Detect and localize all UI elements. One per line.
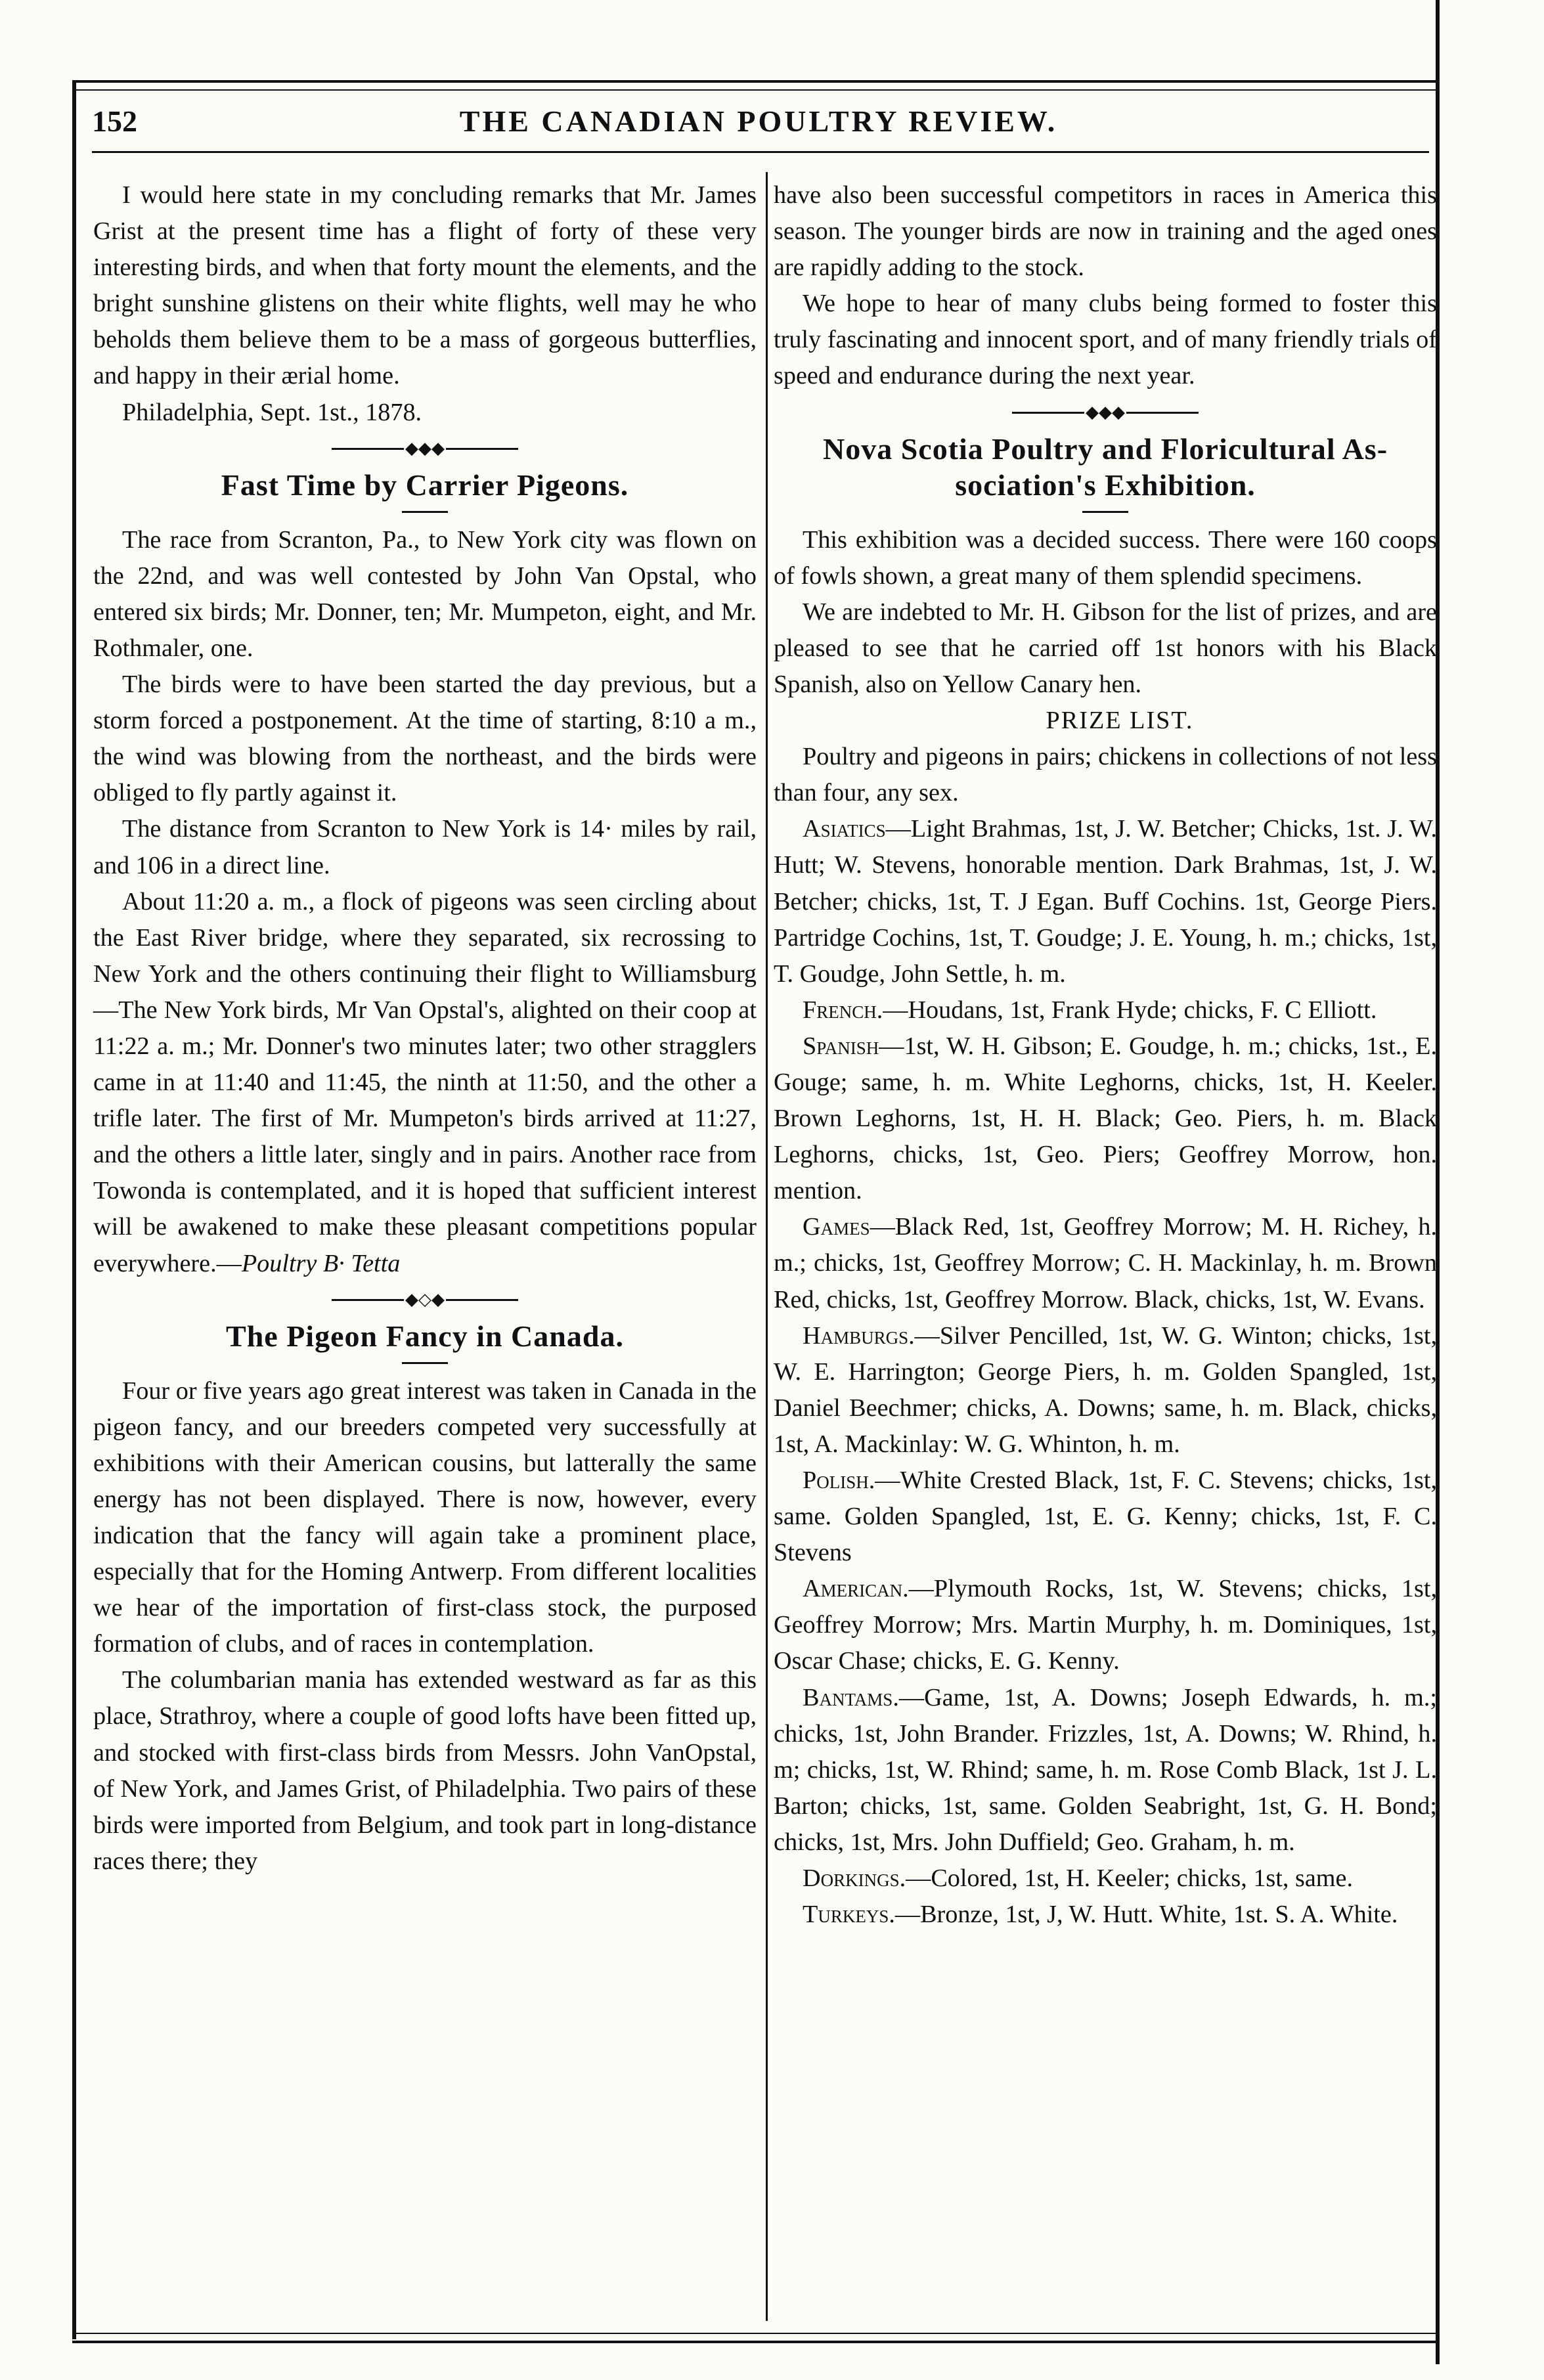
article-paragraph: This exhibition was a decided success. There were 160 coops of fowls shown, a great many of them splendid specimens. bbox=[774, 525, 1437, 590]
class-name: Polish bbox=[803, 1466, 869, 1494]
entry-text: —1st, W. H. Gibson; E. Goudge, h. m.; chicks, 1st., E. Gouge; same, h. m. White Leghorns, chicks, 1st, H. Keeler. Brown Leghorns, 1st, H. H. Black; Geo. Piers, h. m. Black Leghorns, chicks, 1st, Geo. Piers; Geoffrey Morrow, hon. mention. bbox=[774, 1032, 1437, 1205]
section-divider bbox=[93, 1282, 757, 1318]
source-credit: Poultry B· Tetta bbox=[241, 1249, 401, 1277]
bottom-border-rule bbox=[72, 2333, 1440, 2343]
section-title-carrier-pigeons: Fast Time by Carrier Pigeons. bbox=[221, 468, 629, 502]
class-name: Games bbox=[803, 1213, 870, 1241]
section-title-pigeon-fancy: The Pigeon Fancy in Canada. bbox=[226, 1319, 624, 1353]
entry-text: .—White Crested Black, 1st, F. C. Stevens; chicks, 1st, same. Golden Spangled, 1st, E. G. Kenny; chicks, 1st, F. C. Stevens bbox=[774, 1466, 1437, 1567]
entry-text: .—Bronze, 1st, J, W. Hutt. White, 1st. S. A. White. bbox=[889, 1901, 1398, 1929]
class-name: Turkeys bbox=[803, 1901, 889, 1929]
section-divider bbox=[93, 431, 757, 467]
title-rule bbox=[402, 1362, 448, 1364]
prize-entry bbox=[774, 1463, 1437, 1571]
prize-entry bbox=[774, 1209, 1437, 1317]
class-name: Hamburgs bbox=[803, 1321, 909, 1350]
left-column bbox=[93, 177, 757, 1880]
header-rule bbox=[92, 151, 1429, 153]
entry-text: —Black Red, 1st, Geoffrey Morrow; M. H. Richey, h. m.; chicks, 1st, Geoffrey Morrow; C. H. Mackinlay, h. m. Brown Red, chicks, 1st, Geoffrey Morrow. Black, chicks, 1st, W. Evans. bbox=[774, 1213, 1437, 1313]
article-paragraph: Four or five years ago great interest was taken in Canada in the pigeon fancy, and our breeders competed very successfully at exhibitions with their American cousins, but latterally the same energy has not been displayed. There is now, however, every indication that the fancy will again take a prominent place, especially that for the Homing Antwerp. From different localities we hear of the importation of first-class stock, the purposed formation of clubs, and of races in contemplation. bbox=[93, 1377, 757, 1658]
prize-entry bbox=[774, 811, 1437, 992]
article-paragraph: The birds were to have been started the day previous, but a storm forced a postponement. At the time of starting, 8:10 a m., the wind was blowing from the northeast, and the birds were obliged to fly partly against it. bbox=[93, 671, 757, 807]
article-paragraph: We are indebted to Mr. H. Gibson for the list of prizes, and are pleased to see that he carried off 1st honors with his Black Spanish, also on Yellow Canary hen. bbox=[774, 598, 1437, 698]
section-title-line: Nova Scotia Poultry and Floricultural As- bbox=[822, 431, 1388, 466]
prize-entry bbox=[774, 992, 1437, 1028]
prize-entry bbox=[774, 1897, 1437, 1933]
article-paragraph: The race from Scranton, Pa., to New York city was flown on the 22nd, and was well contested by John Van Opstal, who entered six birds; Mr. Donner, ten; Mr. Mumpeton, eight, and Mr. Rothmaler, one. bbox=[93, 525, 757, 662]
page-number: 152 bbox=[92, 104, 137, 138]
top-border-rule bbox=[72, 80, 1438, 91]
prize-entry bbox=[774, 1318, 1437, 1463]
entry-text: .—Plymouth Rocks, 1st, W. Stevens; chicks, 1st, Geoffrey Morrow; Mrs. Martin Murphy, h. m. Dominiques, 1st, Oscar Chase; chicks, E. G. Kenny. bbox=[774, 1575, 1437, 1675]
title-rule bbox=[1082, 511, 1128, 513]
entry-text: .—Silver Pencilled, 1st, W. G. Winton; chicks, 1st, W. E. Harrington; George Piers, h. m. Golden Spangled, 1st, Daniel Beechmer; chicks, A. Downs; same, h. m. Black, chicks, 1st, A. Mackinlay: W. G. Whinton, h. m. bbox=[774, 1321, 1437, 1458]
column-divider bbox=[766, 172, 768, 2321]
article-paragraph: I would here state in my concluding remarks that Mr. James Grist at the present time has a flight of forty of these very interesting birds, and when that forty mount the elements, and the bright sunshine glistens on their white flights, well may he who beholds them believe them to be a mass of gorgeous butterflies, and happy in their ærial home. bbox=[93, 181, 757, 390]
ornament-icon: ◆◆◆ bbox=[405, 439, 445, 458]
class-name: Spanish bbox=[803, 1032, 879, 1060]
ornament-icon: ◆◆◆ bbox=[1086, 403, 1125, 422]
article-text: About 11:20 a. m., a flock of pigeons was seen circling about the East River bridge, where they separated, six recrossing to New York and the others continuing their flight to Williamsburg—The New York birds, Mr Van Opstal's, alighted on their coop at 11:22 a. m.; Mr. Donner's two minutes later; two other stragglers came in at 11:40 and 11:45, the ninth at 11:50, and the other a trifle later. The first of Mr. Mumpeton's birds arrived at 11:27, and the others a little later, singly and in pairs. Another race from Towonda is contemplated, and it is hoped that sufficient interest will be awakened to make these pleasant competitions popular everywhere.— bbox=[93, 887, 757, 1277]
title-rule bbox=[402, 511, 448, 513]
class-name: Asiatics bbox=[803, 815, 886, 843]
prize-entry bbox=[774, 1028, 1437, 1209]
article-paragraph bbox=[93, 884, 757, 1282]
class-name: Bantams bbox=[803, 1683, 893, 1711]
entry-text: .—Houdans, 1st, Frank Hyde; chicks, F. C Elliott. bbox=[876, 996, 1377, 1024]
entry-text: —Light Brahmas, 1st, J. W. Betcher; Chicks, 1st. J. W. Hutt; W. Stevens, honorable mention. Dark Brahmas, 1st, J. W. Betcher; chicks, 1st, T. J Egan. Buff Cochins. 1st, George Piers. Partridge Cochins, 1st, T. Goudge; J. E. Young, h. m.; chicks, 1st, T. Goudge, John Settle, h. m. bbox=[774, 815, 1437, 988]
article-paragraph: have also been successful competitors in races in America this season. The younger birds are now in training and the aged ones are rapidly adding to the stock. bbox=[774, 181, 1437, 282]
class-name: American bbox=[803, 1575, 903, 1603]
article-paragraph: We hope to hear of many clubs being formed to foster this truly fascinating and innocent sport, and of many friendly trials of speed and endurance during the next year. bbox=[774, 290, 1437, 390]
dateline: Philadelphia, Sept. 1st., 1878. bbox=[122, 398, 422, 426]
section-divider bbox=[774, 395, 1437, 431]
journal-title: THE CANADIAN POULTRY REVIEW. bbox=[459, 104, 1058, 138]
left-border-rule bbox=[72, 80, 76, 2339]
prize-entry bbox=[774, 1680, 1437, 1861]
entry-text: .—Colored, 1st, H. Keeler; chicks, 1st, same. bbox=[899, 1864, 1354, 1893]
article-paragraph: The distance from Scranton to New York is 14· miles by rail, and 106 in a direct line. bbox=[93, 815, 757, 879]
right-column bbox=[774, 177, 1437, 1933]
prize-entry bbox=[774, 1571, 1437, 1679]
class-name: French bbox=[803, 996, 877, 1024]
article-paragraph: The columbarian mania has extended westward as far as this place, Strathroy, where a couple of good lofts have been fitted up, and stocked with first-class birds from Messrs. John VanOpstal, of New York, and James Grist, of Philadelphia. Two pairs of these birds were imported from Belgium, and took part in long-distance races there; they bbox=[93, 1666, 757, 1875]
running-head bbox=[92, 99, 1425, 144]
prize-list-intro: Poultry and pigeons in pairs; chickens in collections of not less than four, any sex. bbox=[774, 743, 1437, 807]
prize-entry bbox=[774, 1861, 1437, 1897]
section-title-line: sociation's Exhibition. bbox=[955, 468, 1256, 502]
entry-text: .—Game, 1st, A. Downs; Joseph Edwards, h. m.; chicks, 1st, John Brander. Frizzles, 1st, A. Downs; W. Rhind, h. m; chicks, 1st, W. Rhind; same, h. m. Rose Comb Black, 1st J. L. Barton; chicks, 1st, same. Golden Seabright, 1st, G. H. Bond; chicks, 1st, Mrs. John Duffield; Geo. Graham, h. m. bbox=[774, 1683, 1437, 1856]
section-title-nova-scotia bbox=[774, 431, 1437, 503]
ornament-icon: ◆◇◆ bbox=[405, 1290, 445, 1310]
class-name: Dorkings bbox=[803, 1864, 900, 1893]
prize-list-heading: PRIZE LIST. bbox=[1046, 707, 1194, 735]
